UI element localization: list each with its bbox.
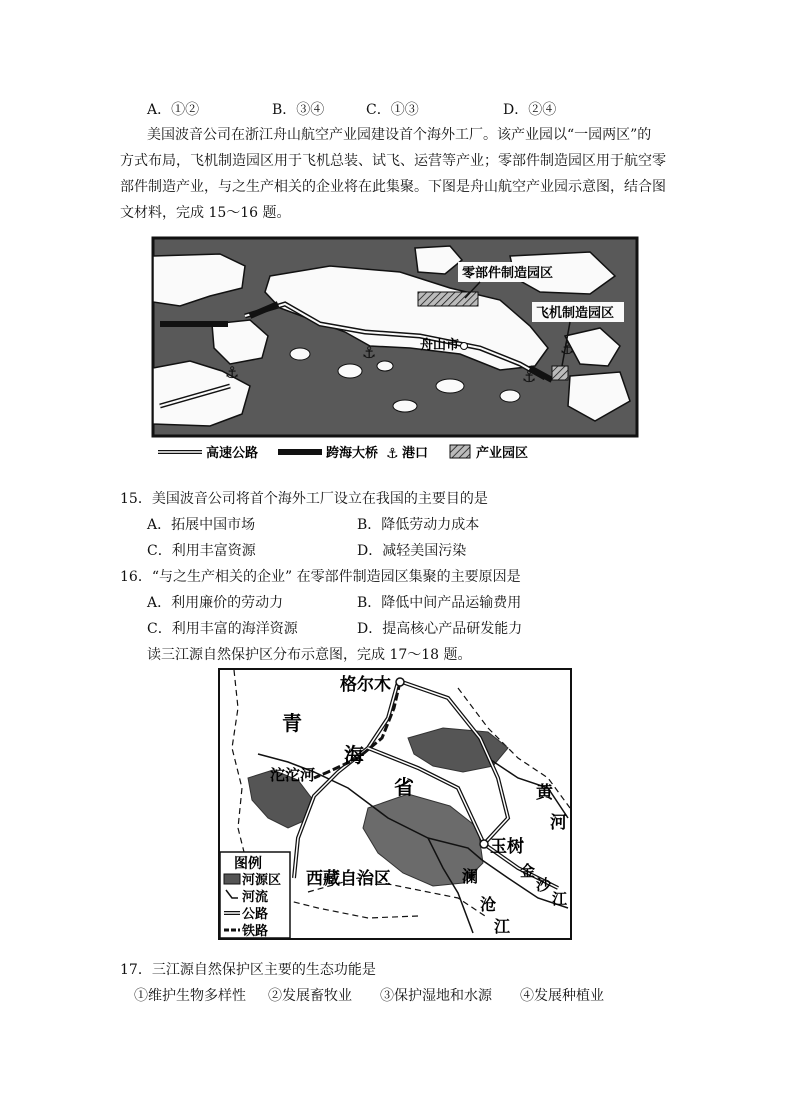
yushu-label: 玉树: [490, 837, 524, 857]
legend-industrial-zone: 产业园区: [476, 446, 529, 461]
q16-option-c: C．利用丰富的海洋资源: [147, 621, 298, 637]
legend-port: 港口: [402, 446, 429, 461]
q15-option-c: C．利用丰富资源: [147, 543, 256, 559]
aircraft-zone-area: [552, 366, 568, 380]
label-sheng: 省: [394, 775, 414, 799]
q16-option-a: A．利用廉价的劳动力: [147, 595, 284, 611]
port-icon: ⚓: [560, 339, 575, 358]
q16-option-d: D．提高核心产品研发能力: [357, 621, 523, 637]
city-label: 舟山市: [420, 338, 460, 353]
q16-stem: 16．“与之生产相关的企业” 在零部件制造园区集聚的主要原因是: [120, 569, 521, 585]
q14-option-d: D．②④: [503, 102, 557, 118]
legend-railway: 铁路: [242, 924, 269, 939]
yushu-marker: [480, 840, 488, 848]
q14-option-b: B．③④: [272, 102, 325, 118]
port-icon: ⚓: [225, 363, 240, 382]
legend-bridge: 跨海大桥: [326, 446, 379, 461]
q14-option-c: C．①③: [366, 102, 419, 118]
tuotuo-label: 沱沱河: [270, 766, 316, 784]
aircraft-zone-label: 飞机制造园区: [536, 306, 615, 321]
intro-15-16-line-3: 部件制造产业，与之生产相关的企业将在此集聚。下图是舟山航空产业园示意图，结合图: [120, 179, 666, 195]
q15-option-d: D．减轻美国污染: [357, 543, 467, 559]
label-hai: 海: [344, 743, 364, 767]
label-cang: 沧: [480, 895, 497, 914]
intro-15-16-line-1: 美国波音公司在浙江舟山航空产业园建设首个海外工厂。该产业园以“一园两区”的: [147, 127, 652, 143]
q14-option-a: A．①②: [147, 102, 200, 118]
q15-option-b: B．降低劳动力成本: [357, 517, 480, 533]
label-jiang: 江: [552, 890, 568, 908]
intro-15-16-line-4: 文材料，完成 15～16 题。: [120, 205, 291, 221]
port-icon: ⚓: [362, 343, 377, 362]
legend-river: 河流: [242, 890, 269, 905]
golmud-label: 格尔木: [340, 675, 391, 695]
q15-stem: 15．美国波音公司将首个海外工厂设立在我国的主要目的是: [120, 491, 488, 507]
port-icon: ⚓: [522, 367, 537, 386]
golmud-marker: [396, 678, 404, 686]
q17-stem: 17．三江源自然保护区主要的生态功能是: [120, 962, 376, 978]
intro-15-16-line-2: 方式布局，飞机制造园区用于飞机总装、试飞、运营等产业；零部件制造园区用于航空零: [120, 153, 666, 169]
label-qing: 青: [282, 711, 302, 735]
q17-item-1: ①维护生物多样性: [134, 988, 246, 1004]
q17-item-2: ②发展畜牧业: [268, 988, 352, 1004]
q16-option-b: B．降低中间产品运输费用: [357, 595, 522, 611]
sanjiangyuan-map: [218, 668, 572, 940]
legend-road: 公路: [242, 907, 269, 922]
label-he: 河: [550, 813, 567, 833]
legend-title: 图例: [234, 856, 262, 872]
label-sha: 沙: [536, 876, 552, 894]
tibet-label: 西藏自治区: [306, 869, 391, 889]
q15-option-a: A．拓展中国市场: [147, 517, 256, 533]
label-jin: 金: [520, 862, 536, 880]
anchor-icon: ⚓: [386, 446, 399, 462]
label-lan: 澜: [462, 867, 479, 886]
zhoushan-map: [150, 236, 640, 462]
intro-17-18: 读三江源自然保护区分布示意图，完成 17～18 题。: [147, 647, 472, 663]
q17-item-3: ③保护湿地和水源: [380, 988, 492, 1004]
q17-item-4: ④发展种植业: [520, 988, 604, 1004]
legend-expressway: 高速公路: [206, 446, 259, 461]
parts-zone-label: 零部件制造园区: [462, 266, 554, 281]
label-jiang-2: 江: [494, 917, 511, 936]
legend-source-area: 河源区: [242, 873, 282, 888]
city-marker: [461, 343, 468, 350]
label-huang: 黄: [536, 783, 553, 803]
